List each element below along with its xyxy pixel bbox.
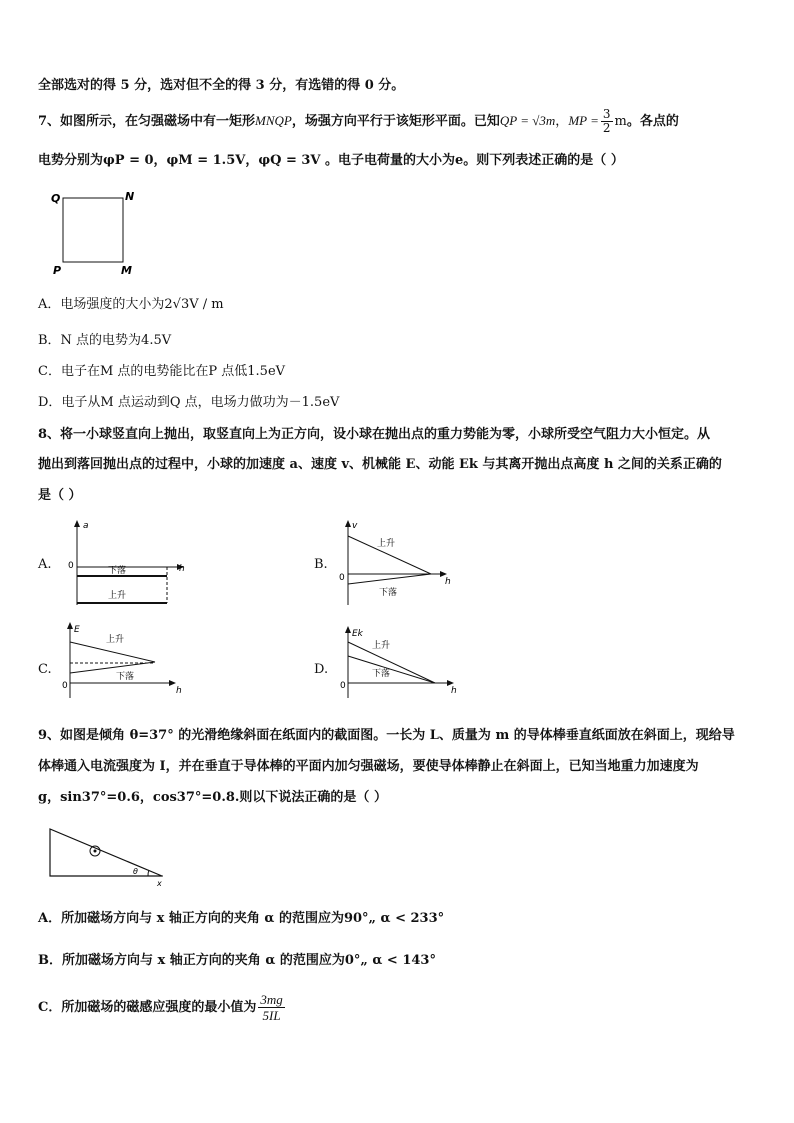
- q7-stem-part2: ，场强方向平行于该矩形平面。已知: [291, 114, 500, 129]
- q7-label-p: P: [53, 264, 62, 277]
- q7-stem-line2: 电势分别为φP = 0，φM = 1.5V，φQ = 3V 。电子电荷量的大小为e。则下列表述正确的是（ ）: [38, 153, 624, 168]
- q7-qp-value: QP = √3m: [499, 113, 556, 128]
- q8-graph-d-up-line: [348, 642, 435, 683]
- q8-graph-c-y-label: E: [74, 625, 80, 635]
- q7-rect-name: MNQP: [255, 113, 292, 128]
- q8-graph-b-y-arrow: [345, 520, 351, 527]
- q8-graph-c-up-line: [70, 642, 155, 662]
- q9-option-c-denominator: 5IL: [262, 1008, 281, 1023]
- q9-x-label: x: [157, 879, 162, 888]
- q8-graph-a-up-text: 上升: [108, 591, 127, 601]
- q8-graph-d-y-label: Ek: [352, 629, 363, 639]
- q9-stem-line2: 体棒通入电流强度为 I，并在垂直于导体棒的平面内加匀强磁场，要使导体棒静止在斜面上，已知当地重力加速度为: [38, 759, 699, 774]
- q9-option-c[interactable]: [38, 992, 287, 1023]
- q8-graph-a-y-arrow: [74, 520, 80, 527]
- q9-theta-label: θ: [133, 867, 138, 876]
- q9-incline: [50, 829, 162, 876]
- q8-graph-a-zero: 0: [68, 561, 74, 571]
- q8-graph-a: [64, 520, 194, 610]
- q7-mp-numerator: 3: [602, 107, 611, 121]
- q9-option-a[interactable]: A．所加磁场方向与 x 轴正方向的夹角 α 的范围应为90°„ α < 233°: [38, 911, 445, 926]
- q7-rectangle: [63, 198, 123, 262]
- q8-stem-line1: 8、将一小球竖直向上抛出，取竖直向上为正方向，设小球在抛出点的重力势能为零，小球所受空气阻力大小恒定。从: [38, 427, 711, 442]
- q7-label-n: N: [125, 190, 135, 203]
- q8-graph-b-down-text: 下落: [379, 588, 398, 598]
- q8-graph-b: [333, 520, 463, 610]
- q8-graph-b-down-line: [348, 574, 431, 584]
- q8-graph-c-x-arrow: [169, 680, 176, 686]
- q7-mp-unit: m: [614, 114, 627, 129]
- q7-option-d[interactable]: D．电子从M 点运动到Q 点，电场力做功为－1.5eV: [38, 395, 340, 410]
- q8-graph-a-label[interactable]: A.: [38, 557, 52, 572]
- q9-angle-arc: [148, 870, 149, 876]
- q8-graph-d-down-text: 下落: [372, 669, 391, 679]
- q8-graph-b-zero: 0: [339, 573, 345, 583]
- q8-graph-d-x-label: h: [451, 686, 457, 696]
- q7-option-c[interactable]: C．电子在M 点的电势能比在P 点低1.5eV: [38, 364, 286, 379]
- q8-graph-b-y-label: v: [352, 521, 358, 531]
- q9-option-c-text: C．所加磁场的磁感应强度的最小值为: [38, 1000, 257, 1015]
- q9-incline-figure: [45, 826, 175, 890]
- q7-stem-part3: 。各点的: [626, 114, 679, 129]
- q8-graph-c-zero: 0: [62, 681, 68, 691]
- q9-stem-line3: g，sin37°=0.6，cos37°=0.8.则以下说法正确的是（ ）: [38, 790, 387, 805]
- q8-graph-d-y-arrow: [345, 626, 351, 633]
- q7-rectangle-figure: [45, 190, 145, 280]
- q9-stem-line1: 9、如图是倾角 θ=37° 的光滑绝缘斜面在纸面内的截面图。一长为 L、质量为 m 的导体棒垂直纸面放在斜面上，现给导: [38, 728, 735, 743]
- q9-option-b[interactable]: B．所加磁场方向与 x 轴正方向的夹角 α 的范围应为0°„ α < 143°: [38, 953, 436, 968]
- q8-graph-c-x-label: h: [176, 686, 182, 696]
- q7-stem-part1: 7、如图所示，在匀强磁场中有一矩形: [38, 114, 256, 129]
- q8-graph-c-y-arrow: [67, 622, 73, 629]
- q7-label-q: Q: [51, 192, 61, 205]
- q7-mp-denominator: 2: [602, 121, 611, 135]
- q8-graph-b-x-label: h: [445, 577, 451, 587]
- q9-option-c-fraction: [258, 992, 284, 1023]
- q8-graph-b-up-text: 上升: [377, 539, 396, 549]
- q8-graph-a-y-label: a: [83, 521, 89, 531]
- intro-line: 全部选对的得 5 分，选对但不全的得 3 分，有选错的得 0 分。: [38, 78, 405, 93]
- q7-option-a[interactable]: A．电场强度的大小为2√3V / m: [38, 297, 224, 312]
- q7-stem-line1: 7、如图所示，在匀强磁场中有一矩形MNQP，场强方向平行于该矩形平面。已知QP = √3m，MP = $\frac{3}{2}$ m。各点的: [38, 107, 679, 135]
- q7-option-b[interactable]: B．N 点的电势为4.5V: [38, 333, 172, 348]
- q9-current-dot: [94, 850, 97, 853]
- q8-stem-line2: 抛出到落回抛出点的过程中，小球的加速度 a、速度 v、机械能 E、动能 Ek 与其离开抛出点高度 h 之间的关系正确的: [38, 457, 722, 472]
- q8-graph-c-label[interactable]: C.: [38, 662, 52, 677]
- q8-graph-d-up-text: 上升: [372, 641, 391, 651]
- q7-label-m: M: [121, 264, 132, 277]
- q7-mp-label: MP =: [568, 113, 599, 128]
- q8-graph-c-down-line: [70, 662, 155, 673]
- q8-graph-a-down-text: 下落: [108, 566, 127, 576]
- q8-graph-d-down-line: [348, 656, 435, 683]
- q8-graph-d: [338, 626, 468, 702]
- q8-graph-c-down-text: 下落: [116, 672, 135, 682]
- q8-stem-line3: 是（ ）: [38, 488, 82, 503]
- q8-graph-b-label[interactable]: B.: [314, 557, 328, 572]
- q8-graph-d-label[interactable]: D.: [314, 662, 329, 677]
- q9-option-c-numerator: 3mg: [260, 992, 283, 1007]
- q8-graph-c-up-text: 上升: [106, 635, 125, 645]
- q7-mp-fraction: [601, 108, 613, 135]
- q8-graph-c: [60, 622, 190, 702]
- q8-graph-a-x-label: h: [179, 564, 185, 574]
- q8-graph-d-zero: 0: [340, 681, 346, 691]
